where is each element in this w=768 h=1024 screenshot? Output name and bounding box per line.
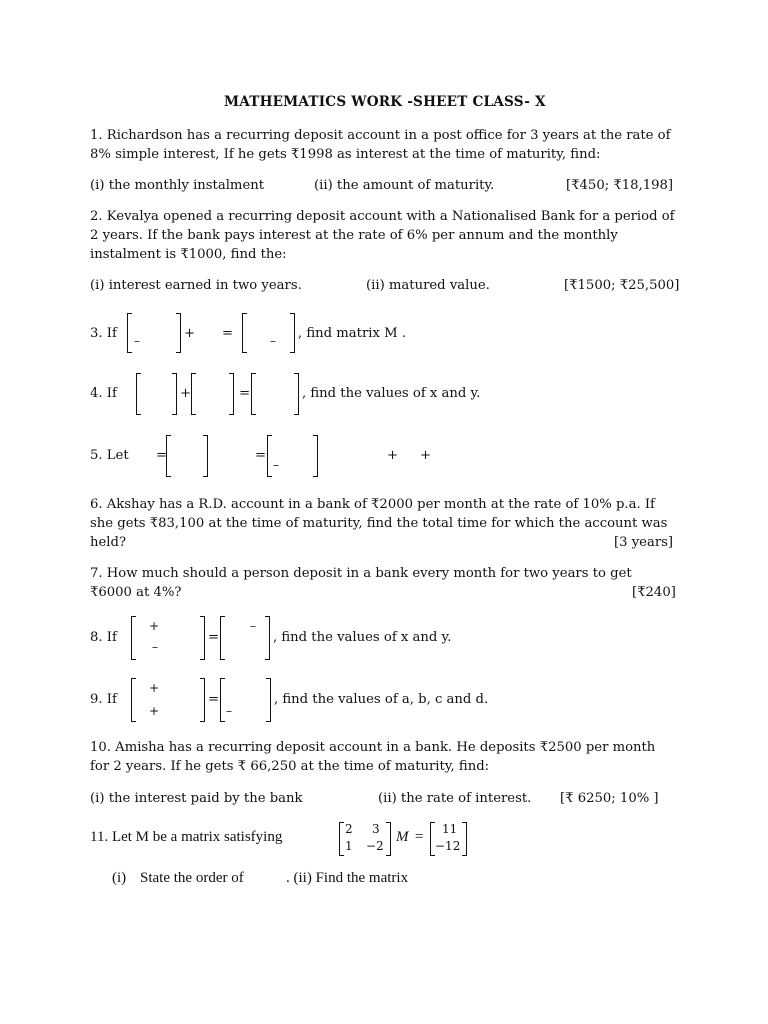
matrix-bracket-right [203, 435, 208, 477]
matrix-bracket-left [136, 373, 141, 415]
q6-text-line3: held? [90, 535, 127, 550]
q3-matrix-entry: – [270, 334, 276, 348]
matrix-bracket-right [229, 373, 234, 415]
matrix-bracket-right [290, 313, 295, 353]
q9-tail: , find the values of a, b, c and d. [274, 692, 489, 707]
matrix-bracket-right [200, 678, 205, 722]
matrix-bracket-left [267, 435, 272, 477]
q9-matrix-entry: + [149, 681, 160, 695]
q11-sub-i-number: (i) [112, 870, 127, 886]
q11-lead: 11. Let M be a matrix satisfying [90, 829, 283, 845]
q5-plus: + [420, 448, 432, 463]
q7-text-line1: 7. How much should a person deposit in a bank every month for two years to get [90, 566, 632, 581]
matrix-bracket-left [220, 678, 225, 722]
q3-plus: + [184, 326, 196, 341]
matrix-bracket-left [131, 616, 136, 660]
q8-equals: = [208, 630, 220, 645]
q10-text-line1: 10. Amisha has a recurring deposit account in a bank. He deposits ₹2500 per month [90, 740, 656, 755]
q11-equals: = [415, 829, 424, 845]
q4-tail: , find the values of x and y. [302, 386, 481, 401]
q11-matrix-entry: −2 [366, 839, 384, 853]
q5-equals: = [156, 448, 168, 463]
matrix-bracket-right [172, 373, 177, 415]
q8-matrix-entry: + [149, 619, 160, 633]
matrix-bracket-right [200, 616, 205, 660]
q9-label: 9. If [90, 692, 117, 707]
q1-part-ii: (ii) the amount of maturity. [314, 178, 495, 193]
q3-label: 3. If [90, 326, 117, 341]
q3-tail: , find matrix M . [298, 326, 407, 341]
q5-equals: = [255, 448, 267, 463]
q11-matrix-entry: 2 [345, 822, 353, 836]
q7-answer: [₹240] [632, 585, 676, 600]
q10-text-line2: for 2 years. If he gets ₹ 66,250 at the time of maturity, find: [90, 759, 490, 774]
q11-sub-ii: . (ii) Find the matrix [286, 870, 409, 886]
q2-text-line1: 2. Kevalya opened a recurring deposit account with a Nationalised Bank for a period of [90, 209, 675, 224]
matrix-bracket-left [191, 373, 196, 415]
q5-plus: + [387, 448, 399, 463]
q2-part-i: (i) interest earned in two years. [90, 278, 302, 293]
q11-sub-i: State the order of [140, 870, 244, 886]
q3-equals: = [222, 326, 234, 341]
q1-answer: [₹450; ₹18,198] [566, 178, 674, 193]
q6-answer: [3 years] [614, 535, 674, 550]
matrix-bracket-right [386, 822, 391, 856]
q1-text-line2: 8% simple interest, If he gets ₹1998 as interest at the time of maturity, find: [90, 147, 601, 162]
q8-matrix-entry: – [152, 640, 158, 654]
q7-text-line2: ₹6000 at 4%? [90, 585, 182, 600]
matrix-bracket-right [294, 373, 299, 415]
q2-answer: [₹1500; ₹25,500] [564, 278, 680, 293]
q4-plus: + [180, 386, 192, 401]
q9-equals: = [208, 692, 220, 707]
matrix-bracket-right [313, 435, 318, 477]
q5-label: 5. Let [90, 448, 129, 463]
q2-text-line2: 2 years. If the bank pays interest at the rate of 6% per annum and the monthly [90, 228, 618, 243]
matrix-bracket-right [266, 678, 271, 722]
matrix-bracket-right [462, 822, 467, 856]
matrix-bracket-left [220, 616, 225, 660]
q6-text-line2: she gets ₹83,100 at the time of maturity, find the total time for which the account was [90, 516, 668, 531]
q11-matrix-entry: 11 [442, 822, 458, 836]
q8-tail: , find the values of x and y. [273, 630, 452, 645]
q10-part-i: (i) the interest paid by the bank [90, 791, 303, 806]
q3-matrix-entry: – [134, 334, 140, 348]
matrix-bracket-left [251, 373, 256, 415]
q11-matrix-m: M [396, 829, 409, 845]
q6-text-line1: 6. Akshay has a R.D. account in a bank of ₹2000 per month at the rate of 10% p.a. If [90, 497, 655, 512]
q10-answer: [₹ 6250; 10% ] [560, 791, 659, 806]
q11-matrix-entry: −12 [435, 839, 461, 853]
q11-matrix-entry: 3 [372, 822, 380, 836]
q4-equals: = [239, 386, 251, 401]
q1-part-i: (i) the monthly instalment [90, 178, 265, 193]
matrix-bracket-left [242, 313, 247, 353]
page-title: MATHEMATICS WORK -SHEET CLASS- X [224, 94, 546, 110]
q10-part-ii: (ii) the rate of interest. [378, 791, 532, 806]
q5-matrix-entry: – [273, 458, 279, 472]
q8-matrix-entry: – [250, 619, 256, 633]
q8-label: 8. If [90, 630, 117, 645]
matrix-bracket-left [131, 678, 136, 722]
q1-text-line1: 1. Richardson has a recurring deposit account in a post office for 3 years at the rate of [90, 128, 671, 143]
q2-text-line3: instalment is ₹1000, find the: [90, 247, 287, 262]
q9-matrix-entry: – [226, 704, 232, 718]
matrix-bracket-right [265, 616, 270, 660]
matrix-bracket-right [176, 313, 181, 353]
matrix-bracket-left [127, 313, 132, 353]
q2-part-ii: (ii) matured value. [366, 278, 490, 293]
matrix-bracket-left [339, 822, 344, 856]
q11-matrix-entry: 1 [345, 839, 353, 853]
q4-label: 4. If [90, 386, 117, 401]
q9-matrix-entry: + [149, 704, 160, 718]
matrix-bracket-left [166, 435, 171, 477]
